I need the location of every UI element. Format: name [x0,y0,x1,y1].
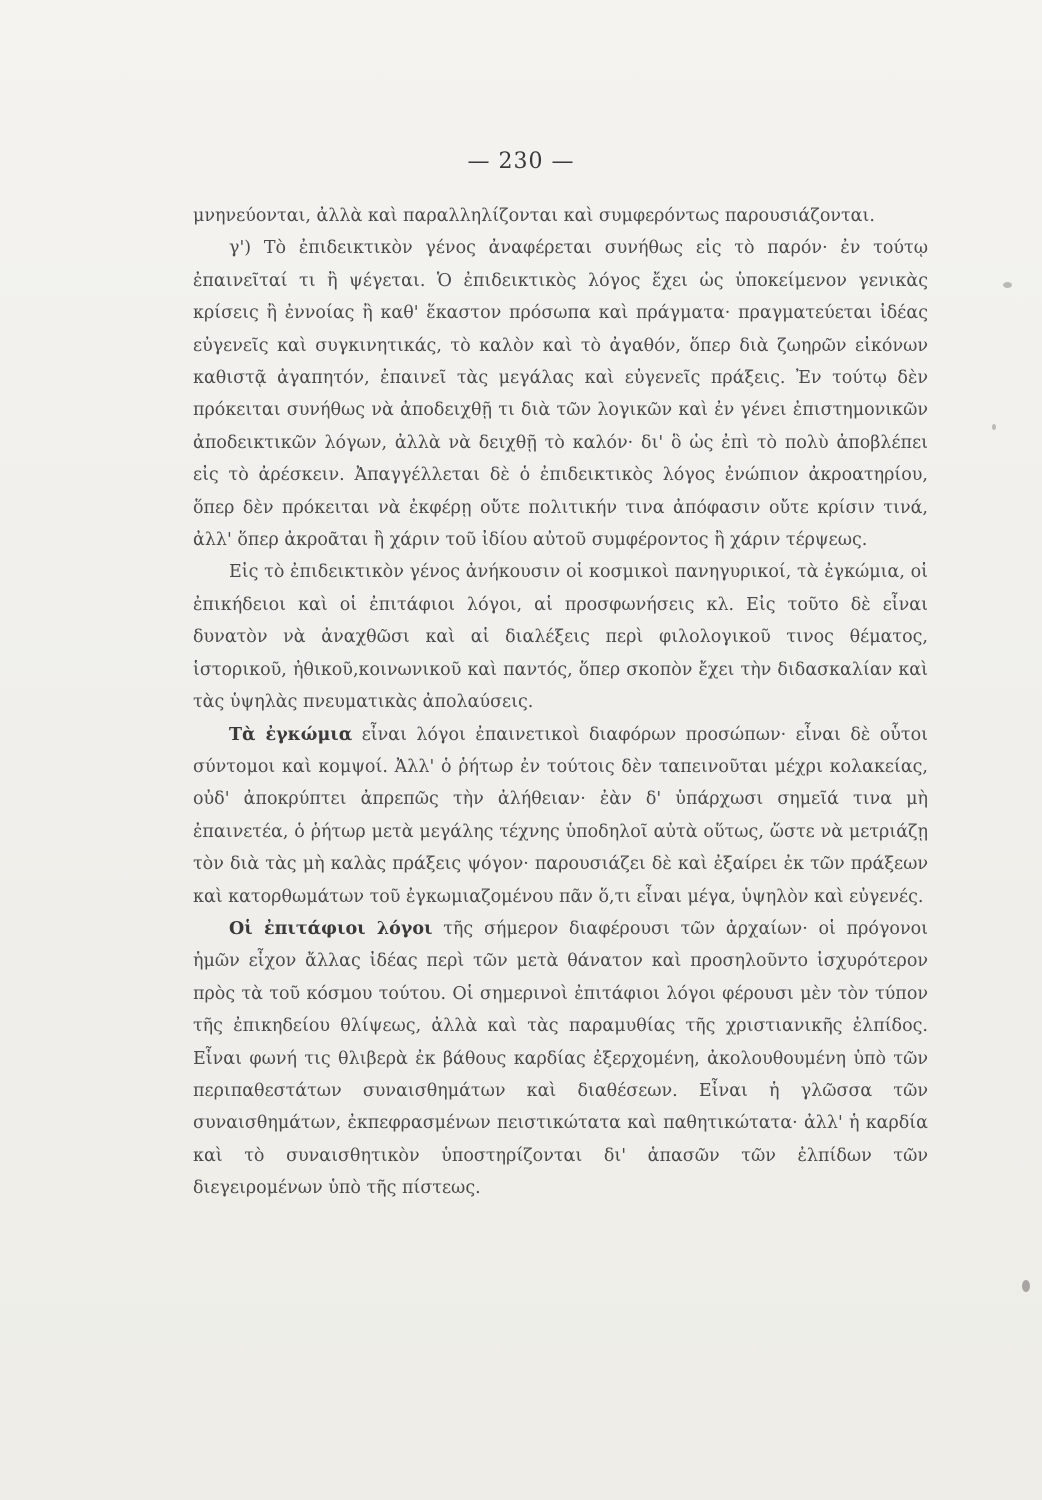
paragraph-3 [193,556,928,718]
paragraph-1 [193,200,928,232]
paragraph-2 [193,232,928,556]
page-number: — 230 — [467,149,575,174]
scan-speck [992,424,996,430]
paragraph-5-lead: Οἱ ἐπιτάφιοι λόγοι [229,918,433,939]
paragraph-2-text: γ') Τὸ ἐπιδεικτικὸν γένος ἀναφέρεται συνήθως εἰς τὸ παρόν· ἐν τούτῳ ἐπαινεῖταί τι ἢ ψέγεται. Ὁ ἐπιδεικτικὸς λόγος ἔχει ὡς ὑποκείμενον γενικὰς κρίσεις ἢ ἐννοίας ἢ καθ' ἕκαστον πρόσωπα καὶ πράγματα· πραγματεύεται ἰδέας εὐγενεῖς καὶ συγκινητικάς, τὸ καλὸν καὶ τὸ ἀγαθόν, ὅπερ διὰ ζωηρῶν εἰκόνων καθιστᾷ ἀγαπητόν, ἐπαινεῖ τὰς μεγάλας καὶ εὐγενεῖς πράξεις. Ἐν τούτῳ δὲν πρόκειται συνήθως νὰ ἀποδειχθῇ τι διὰ τῶν λογικῶν καὶ ἐν γένει ἐπιστημονικῶν ἀποδεικτικῶν λόγων, ἀλλὰ νὰ δειχθῇ τὸ καλόν· δι' ὃ ὡς ἐπὶ τὸ πολὺ ἀποβλέπει εἰς τὸ ἀρέσκειν. Ἀπαγγέλλεται δὲ ὁ ἐπιδεικτικὸς λόγος ἐνώπιον ἀκροατηρίου, ὅπερ δὲν πρόκειται νὰ ἐκφέρῃ οὔτε πολιτικήν τινα ἀπόφασιν οὔτε κρίσιν τινά, ἀλλ' ὅπερ ἀκροᾶται ἢ χάριν τοῦ ἰδίου αὐτοῦ συμφέροντος ἢ χάριν τέρψεως. [193,238,928,551]
scan-speck [1003,282,1012,288]
body-text [193,200,928,1205]
paragraph-4-lead: Τὰ ἐγκώμια [229,724,353,745]
paragraph-5 [193,913,928,1205]
paragraph-5-text: τῆς σήμερον διαφέρουσι τῶν ἀρχαίων· οἱ πρόγονοι ἡμῶν εἶχον ἄλλας ἰδέας περὶ τῶν μετὰ θάνατον καὶ προσηλοῦντο ἰσχυρότερον πρὸς τὰ τοῦ κόσμου τούτου. Οἱ σημερινοὶ ἐπιτάφιοι λόγοι φέρουσι μὲν τὸν τύπον τῆς ἐπικηδείου θλίψεως, ἀλλὰ καὶ τὰς παραμυθίας τῆς χριστιανικῆς ἐλπίδος. Εἶναι φωνή τις θλιβερὰ ἐκ βάθους καρδίας ἐξερχομένη, ἀκολουθουμένη ὑπὸ τῶν περιπαθεστάτων συναισθημάτων καὶ διαθέσεων. Εἶναι ἡ γλῶσσα τῶν συναισθημάτων, ἐκπεφρασμένων πειστικώτατα καὶ παθητικώτατα· ἀλλ' ἡ καρδία καὶ τὸ συναισθητικὸν ὑποστηρίζονται δι' ἁπασῶν τῶν ἐλπίδων τῶν διεγειρομένων ὑπὸ τῆς πίστεως. [193,918,928,1199]
paragraph-4 [193,719,928,913]
paragraph-4-text: εἶναι λόγοι ἐπαινετικοὶ διαφόρων προσώπων· εἶναι δὲ οὗτοι σύντομοι καὶ κομψοί. Ἀλλ' ὁ ῥήτωρ ἐν τούτοις δὲν ταπεινοῦται μέχρι κολακείας, οὐδ' ἀποκρύπτει ἀπρεπῶς τὴν ἀλήθειαν· ἐὰν δ' ὑπάρχωσι σημεῖά τινα μὴ ἐπαινετέα, ὁ ῥήτωρ μετὰ μεγάλης τέχνης ὑποδηλοῖ αὐτὰ οὕτως, ὥστε νὰ μετριάζῃ τὸν διὰ τὰς μὴ καλὰς πράξεις ψόγον· παρουσιάζει δὲ καὶ ἐξαίρει ἐκ τῶν πράξεων καὶ κατορθωμάτων τοῦ ἐγκωμιαζομένου πᾶν ὅ,τι εἶναι μέγα, ὑψηλὸν καὶ εὐγενές. [193,724,929,907]
paragraph-1-text: μνηνεύονται, ἀλλὰ καὶ παραλληλίζονται καὶ συμφερόντως παρουσιάζονται. [193,206,875,226]
scan-speck [1022,1280,1030,1292]
paragraph-3-text: Εἰς τὸ ἐπιδεικτικὸν γένος ἀνήκουσιν οἱ κοσμικοὶ πανηγυρικοί, τὰ ἐγκώμια, οἱ ἐπικήδειοι καὶ οἱ ἐπιτάφιοι λόγοι, αἱ προσφωνήσεις κλ. Εἰς τοῦτο δὲ εἶναι δυνατὸν νὰ ἀναχθῶσι καὶ αἱ διαλέξεις περὶ φιλολογικοῦ τινος θέματος, ἱστορικοῦ, ἠθικοῦ,κοινωνικοῦ καὶ παντός, ὅπερ σκοπὸν ἔχει τὴν διδασκαλίαν καὶ τὰς ὑψηλὰς πνευματικὰς ἀπολαύσεις. [193,562,928,713]
